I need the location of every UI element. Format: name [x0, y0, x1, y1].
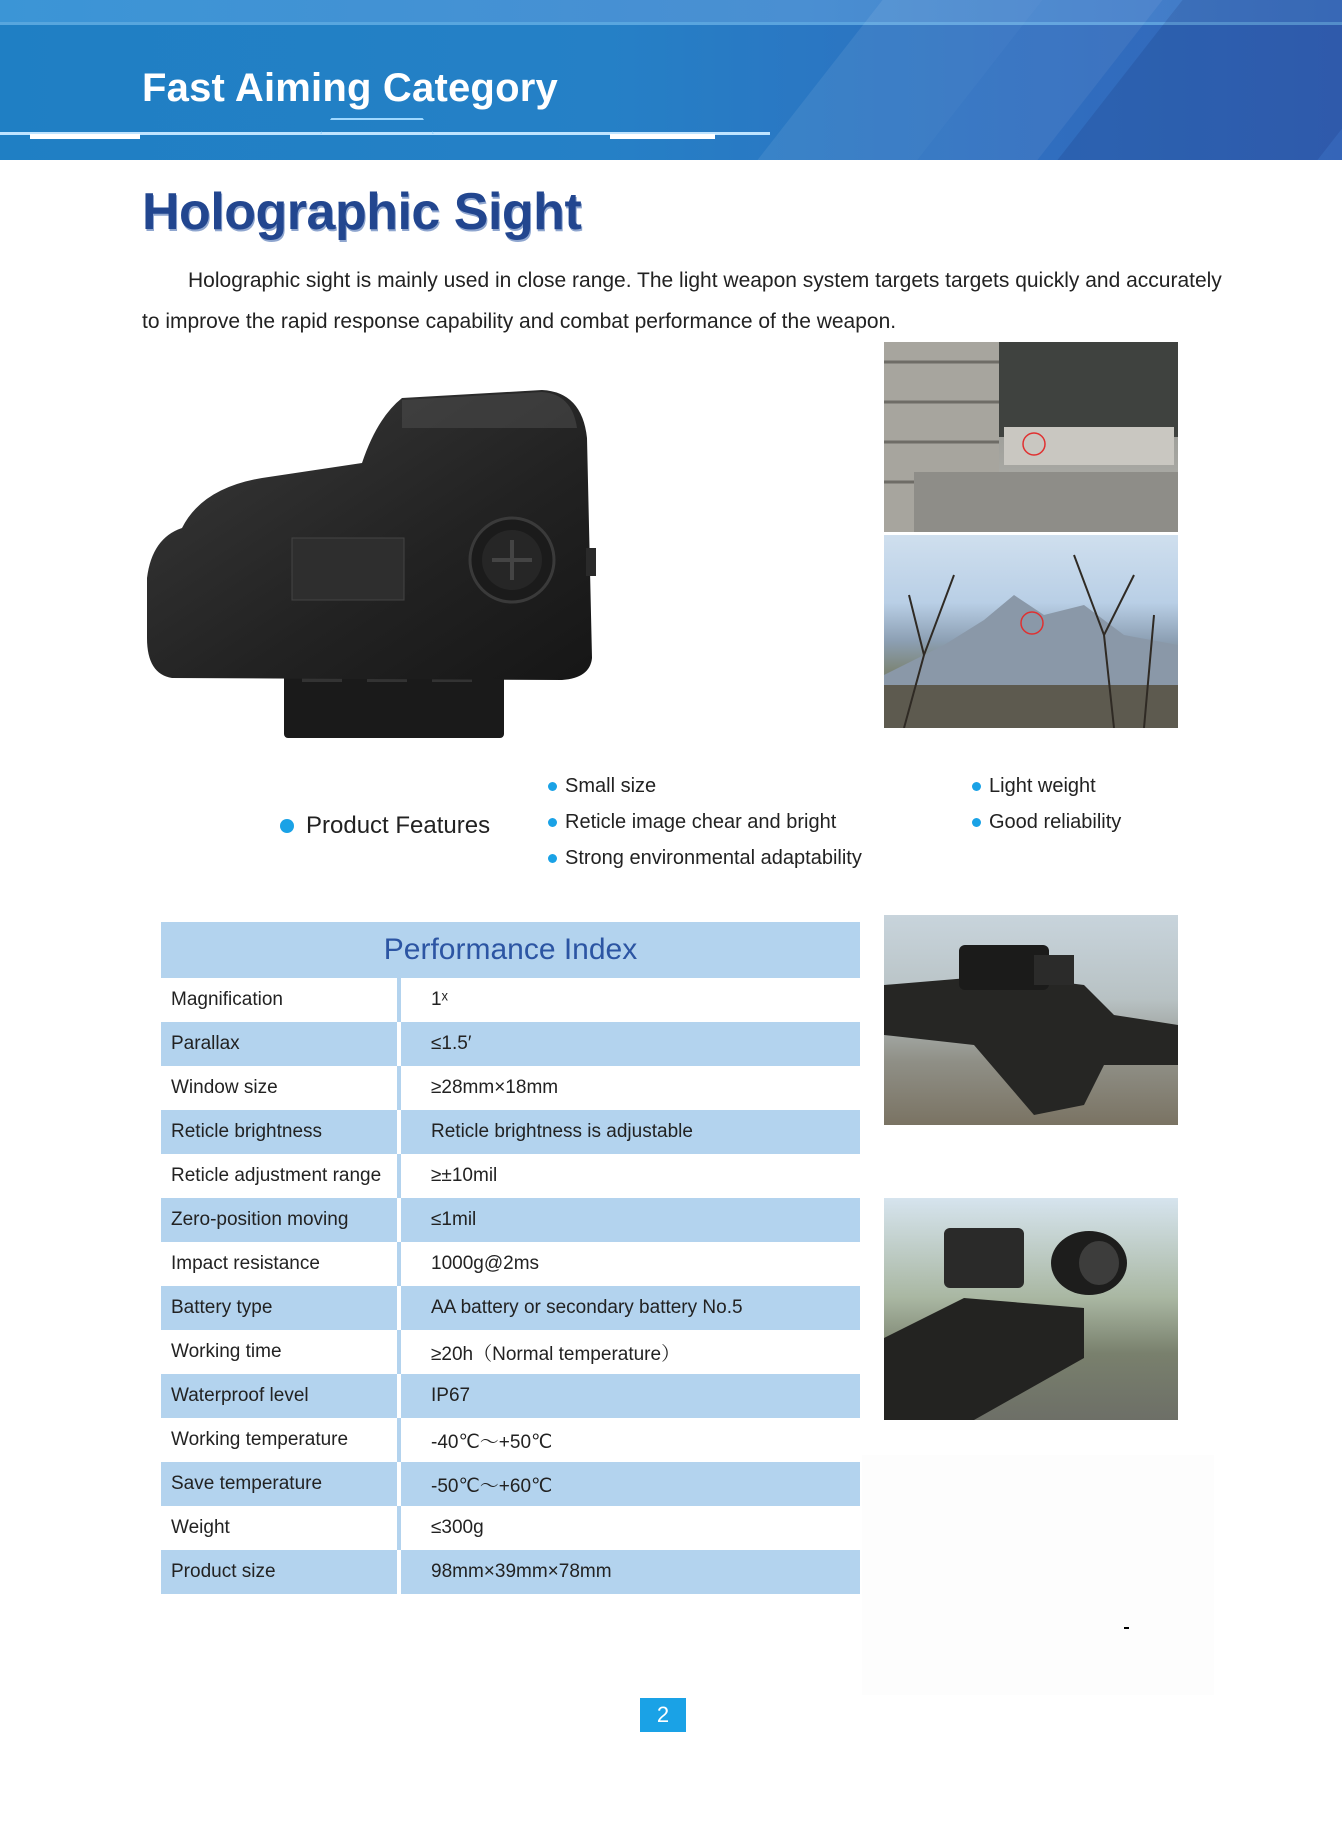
feature-text: Good reliability	[989, 811, 1122, 833]
holographic-sight-product-image	[142, 378, 600, 738]
spec-key: Working temperature	[161, 1418, 401, 1462]
feature-text: Small size	[565, 775, 657, 797]
feature-item	[548, 847, 862, 870]
table-row	[161, 1110, 860, 1154]
spec-key: Working time	[161, 1330, 401, 1374]
table-row	[161, 1374, 860, 1418]
spec-key: Weight	[161, 1506, 401, 1550]
spec-key: Save temperature	[161, 1462, 401, 1506]
spec-key: Magnification	[161, 978, 401, 1022]
performance-index-table	[161, 922, 860, 1594]
blank-panel	[862, 1455, 1214, 1695]
category-banner	[0, 0, 1342, 160]
stray-mark	[1124, 1627, 1129, 1629]
product-features-label: Product Features	[306, 812, 491, 839]
spec-key: Parallax	[161, 1022, 401, 1066]
feature-item	[972, 775, 1096, 798]
feature-item	[548, 811, 836, 834]
spec-value: AA battery or secondary battery No.5	[431, 1297, 743, 1318]
table-row	[161, 1154, 860, 1198]
bullet-icon	[280, 819, 294, 833]
spec-value: ≤1.5′	[431, 1033, 472, 1054]
table-row	[161, 1462, 860, 1506]
spec-value: 1ˣ	[431, 989, 448, 1010]
table-row	[161, 1198, 860, 1242]
spec-key: Battery type	[161, 1286, 401, 1330]
feature-text: Reticle image chear and bright	[565, 811, 837, 833]
table-row	[161, 1550, 860, 1594]
bullet-icon	[548, 818, 557, 827]
spec-value: IP67	[431, 1385, 471, 1406]
banner-accent-bar	[30, 134, 140, 139]
page-number: 2	[640, 1698, 686, 1732]
table-row	[161, 978, 860, 1022]
spec-key: Waterproof level	[161, 1374, 401, 1418]
product-features-heading	[280, 812, 490, 840]
spec-value: -40℃～+50℃	[431, 1431, 553, 1453]
spec-value: 98mm×39mm×78mm	[431, 1561, 612, 1582]
spec-value: ≥±10mil	[431, 1165, 498, 1186]
sight-with-magnifier-image	[884, 1198, 1178, 1420]
banner-tab-decor	[320, 118, 434, 134]
feature-item	[972, 811, 1121, 834]
spec-value: ≤1mil	[431, 1209, 477, 1230]
bullet-icon	[548, 854, 557, 863]
intro-text: Holographic sight is mainly used in close range. The light weapon system targets targets quickly and accurately to improve the rapid response capability and combat performance of the weapon.	[142, 269, 1222, 333]
banner-accent-bar	[610, 134, 715, 139]
spec-value: ≥20h（Normal temperature）	[431, 1343, 681, 1365]
intro-paragraph	[142, 260, 1232, 342]
spec-value: -50℃～+60℃	[431, 1475, 553, 1497]
bullet-icon	[972, 818, 981, 827]
feature-text: Strong environmental adaptability	[565, 847, 862, 869]
table-row	[161, 1022, 860, 1066]
spec-key: Reticle brightness	[161, 1110, 401, 1154]
spec-key: Reticle adjustment range	[161, 1154, 401, 1198]
spec-key: Product size	[161, 1550, 401, 1594]
bullet-icon	[972, 782, 981, 791]
table-row	[161, 1066, 860, 1110]
sight-mounted-rifle-image	[884, 915, 1178, 1125]
table-row	[161, 1506, 860, 1550]
spec-value: Reticle brightness is adjustable	[431, 1121, 693, 1142]
category-title: Fast Aiming Category	[142, 66, 558, 110]
spec-key: Impact resistance	[161, 1242, 401, 1286]
table-row	[161, 1330, 860, 1374]
spec-value: ≤300g	[431, 1517, 484, 1538]
table-row	[161, 1242, 860, 1286]
thermal-building-view-image	[884, 342, 1178, 532]
reticle-mountain-view-image	[884, 535, 1178, 728]
page-title: Holographic Sight	[142, 183, 582, 241]
spec-key: Window size	[161, 1066, 401, 1110]
bullet-icon	[548, 782, 557, 791]
table-row	[161, 1286, 860, 1330]
spec-value: 1000g@2ms	[431, 1253, 540, 1274]
feature-text: Light weight	[989, 775, 1096, 797]
spec-key: Zero-position moving	[161, 1198, 401, 1242]
table-row	[161, 1418, 860, 1462]
feature-item	[548, 775, 656, 798]
performance-index-title: Performance Index	[161, 922, 860, 978]
spec-value: ≥28mm×18mm	[431, 1077, 559, 1098]
